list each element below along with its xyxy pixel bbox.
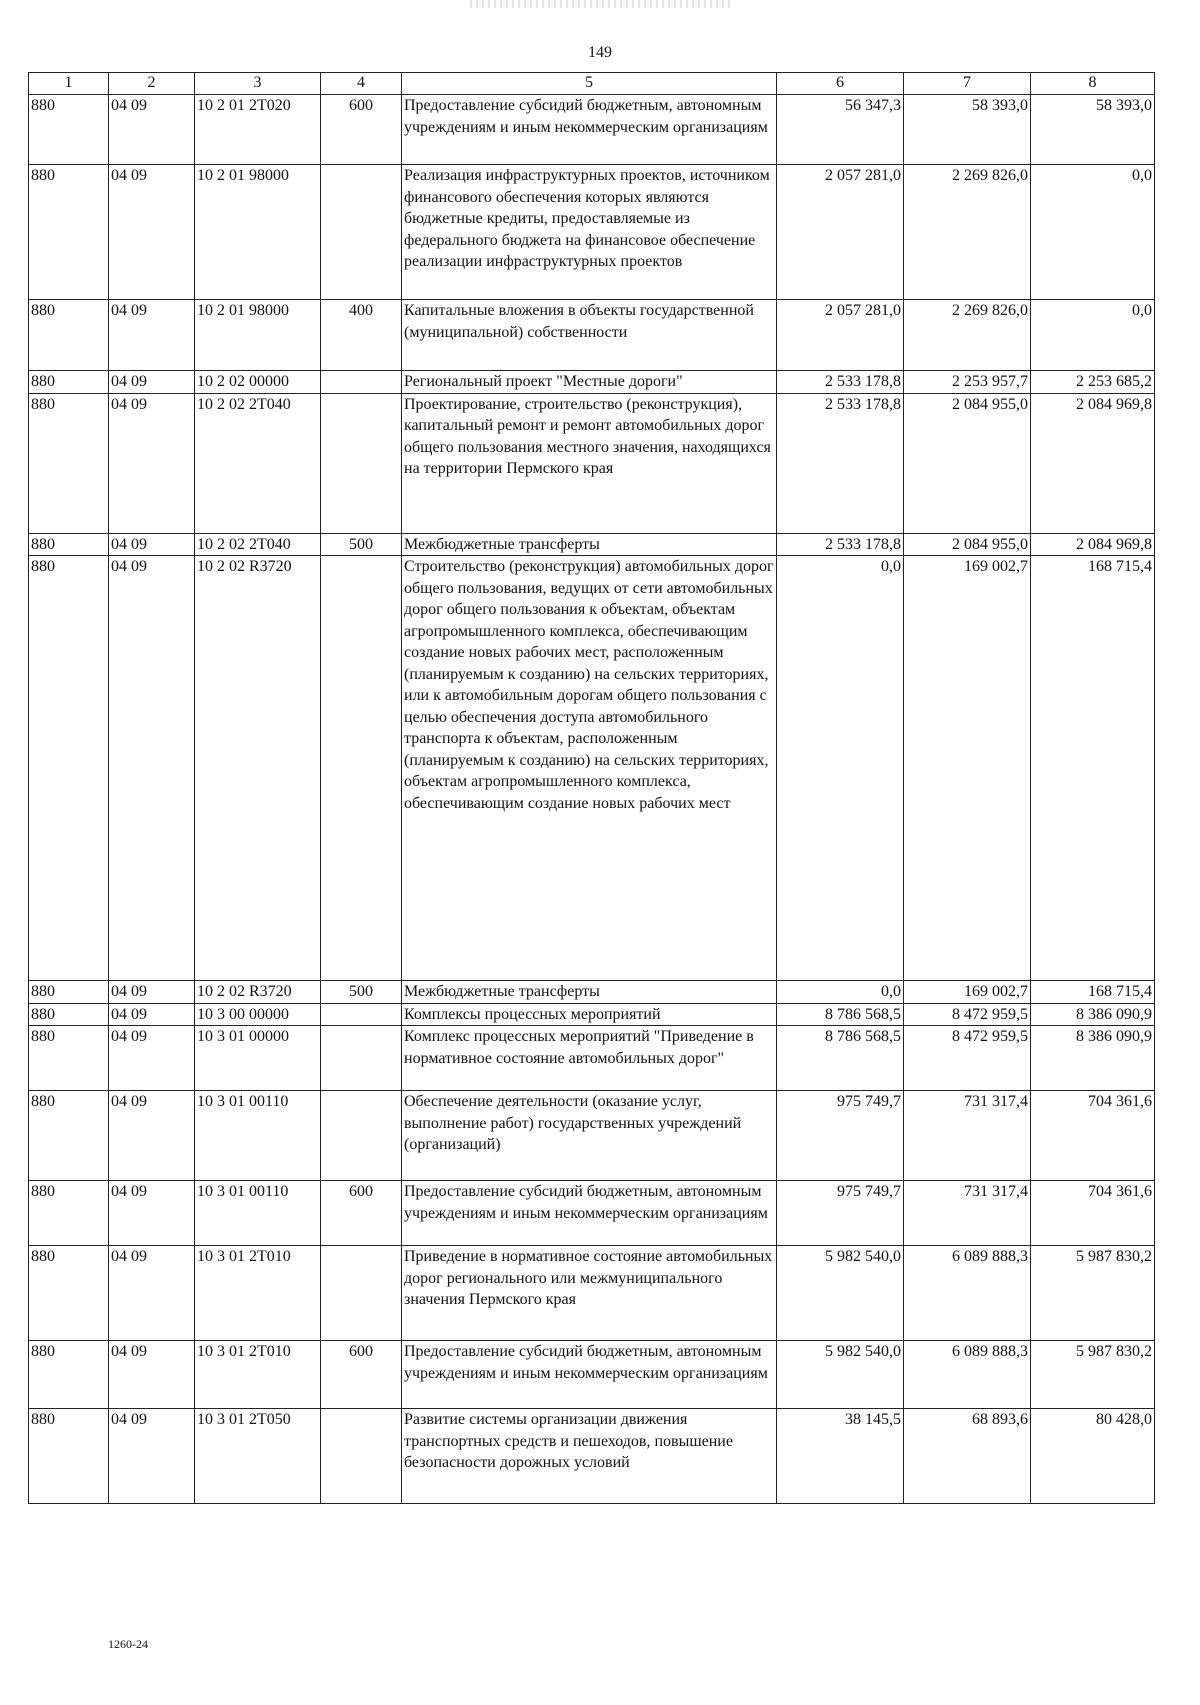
table-row	[29, 371, 1155, 394]
name-cell: Межбюджетные трансферты	[402, 533, 777, 556]
amount-year3-cell: 8 386 090,9	[1031, 1003, 1155, 1026]
amount-year1-cell: 975 749,7	[777, 1091, 904, 1181]
expense-type-cell	[321, 1026, 402, 1091]
section-cell: 04 09	[109, 95, 195, 165]
column-header: 6	[777, 73, 904, 95]
amount-year2-cell: 2 269 826,0	[904, 300, 1031, 371]
amount-year3-cell: 704 361,6	[1031, 1091, 1155, 1181]
table-row	[29, 533, 1155, 556]
amount-year3-cell: 168 715,4	[1031, 556, 1155, 981]
expense-type-cell	[321, 1003, 402, 1026]
amount-year2-cell: 2 253 957,7	[904, 371, 1031, 394]
expense-type-cell: 600	[321, 1181, 402, 1246]
name-cell: Капитальные вложения в объекты государственной (муниципальной) собственности	[402, 300, 777, 371]
section-cell: 04 09	[109, 1003, 195, 1026]
table-row	[29, 393, 1155, 533]
ved-cell: 880	[29, 95, 109, 165]
expense-type-cell	[321, 1246, 402, 1341]
amount-year3-cell: 704 361,6	[1031, 1181, 1155, 1246]
amount-year2-cell: 731 317,4	[904, 1091, 1031, 1181]
name-cell: Межбюджетные трансферты	[402, 981, 777, 1004]
ved-cell: 880	[29, 1026, 109, 1091]
amount-year1-cell: 56 347,3	[777, 95, 904, 165]
table-row	[29, 556, 1155, 981]
table-row	[29, 1003, 1155, 1026]
section-cell: 04 09	[109, 533, 195, 556]
column-header: 1	[29, 73, 109, 95]
target-article-cell: 10 2 02 2T040	[195, 393, 321, 533]
ved-cell: 880	[29, 1003, 109, 1026]
amount-year3-cell: 8 386 090,9	[1031, 1026, 1155, 1091]
expense-type-cell: 600	[321, 1341, 402, 1409]
section-cell: 04 09	[109, 1246, 195, 1341]
ved-cell: 880	[29, 165, 109, 300]
table-row	[29, 1246, 1155, 1341]
amount-year1-cell: 2 057 281,0	[777, 300, 904, 371]
table-row	[29, 1091, 1155, 1181]
expense-type-cell: 500	[321, 981, 402, 1004]
column-header: 5	[402, 73, 777, 95]
amount-year1-cell: 2 057 281,0	[777, 165, 904, 300]
table-row	[29, 1409, 1155, 1504]
column-header: 8	[1031, 73, 1155, 95]
amount-year3-cell: 58 393,0	[1031, 95, 1155, 165]
table-row	[29, 981, 1155, 1004]
amount-year1-cell: 5 982 540,0	[777, 1341, 904, 1409]
section-cell: 04 09	[109, 1091, 195, 1181]
amount-year2-cell: 2 084 955,0	[904, 393, 1031, 533]
section-cell: 04 09	[109, 1181, 195, 1246]
column-header: 3	[195, 73, 321, 95]
amount-year2-cell: 169 002,7	[904, 556, 1031, 981]
amount-year3-cell: 168 715,4	[1031, 981, 1155, 1004]
ved-cell: 880	[29, 1409, 109, 1504]
document-code: 1260-24	[108, 1637, 148, 1651]
expense-type-cell	[321, 1091, 402, 1181]
expense-type-cell	[321, 556, 402, 981]
expense-type-cell: 600	[321, 95, 402, 165]
amount-year1-cell: 2 533 178,8	[777, 371, 904, 394]
section-cell: 04 09	[109, 1409, 195, 1504]
name-cell: Реализация инфраструктурных проектов, источником финансового обеспечения которых являются бюджетные кредиты, предоставляемые из федерального бюджета на финансовое обеспечение реализации инфраструктурных проектов	[402, 165, 777, 300]
amount-year3-cell: 80 428,0	[1031, 1409, 1155, 1504]
ved-cell: 880	[29, 1341, 109, 1409]
ved-cell: 880	[29, 393, 109, 533]
table-row	[29, 1341, 1155, 1409]
amount-year2-cell: 6 089 888,3	[904, 1341, 1031, 1409]
target-article-cell: 10 2 02 R3720	[195, 981, 321, 1004]
amount-year3-cell: 2 253 685,2	[1031, 371, 1155, 394]
name-cell: Строительство (реконструкция) автомобильных дорог общего пользования, ведущих от сети автомобильных дорог общего пользования к объектам, объектам агропромышленного комплекса, обеспечивающим создание новых рабочих мест, расположенным (планируемым к созданию) на сельских территориях, или к автомобильным дорогам общего пользования с целью обеспечения доступа автомобильного транспорта к объектам, расположенным (планируемым к созданию) на сельских территориях, объектам агропромышленного комплекса, обеспечивающим создание новых рабочих мест	[402, 556, 777, 981]
amount-year1-cell: 8 786 568,5	[777, 1026, 904, 1091]
amount-year2-cell: 8 472 959,5	[904, 1026, 1031, 1091]
amount-year1-cell: 0,0	[777, 981, 904, 1004]
name-cell: Предоставление субсидий бюджетным, автономным учреждениям и иным некоммерческим организациям	[402, 1181, 777, 1246]
section-cell: 04 09	[109, 393, 195, 533]
column-header: 2	[109, 73, 195, 95]
name-cell: Проектирование, строительство (реконструкция), капитальный ремонт и ремонт автомобильных дорог общего пользования местного значения, находящихся на территории Пермского края	[402, 393, 777, 533]
amount-year2-cell: 68 893,6	[904, 1409, 1031, 1504]
target-article-cell: 10 3 01 2T050	[195, 1409, 321, 1504]
amount-year1-cell: 5 982 540,0	[777, 1246, 904, 1341]
amount-year2-cell: 8 472 959,5	[904, 1003, 1031, 1026]
section-cell: 04 09	[109, 1026, 195, 1091]
table-row	[29, 165, 1155, 300]
expense-type-cell: 500	[321, 533, 402, 556]
section-cell: 04 09	[109, 981, 195, 1004]
ved-cell: 880	[29, 1246, 109, 1341]
name-cell: Комплексы процессных мероприятий	[402, 1003, 777, 1026]
expense-type-cell	[321, 393, 402, 533]
section-cell: 04 09	[109, 556, 195, 981]
column-number-row	[29, 73, 1155, 95]
amount-year2-cell: 2 084 955,0	[904, 533, 1031, 556]
section-cell: 04 09	[109, 1341, 195, 1409]
amount-year2-cell: 6 089 888,3	[904, 1246, 1031, 1341]
target-article-cell: 10 2 02 2T040	[195, 533, 321, 556]
page-number: 149	[588, 44, 612, 61]
amount-year3-cell: 5 987 830,2	[1031, 1246, 1155, 1341]
target-article-cell: 10 3 01 00000	[195, 1026, 321, 1091]
amount-year3-cell: 2 084 969,8	[1031, 393, 1155, 533]
target-article-cell: 10 2 02 R3720	[195, 556, 321, 981]
amount-year2-cell: 731 317,4	[904, 1181, 1031, 1246]
ved-cell: 880	[29, 533, 109, 556]
section-cell: 04 09	[109, 300, 195, 371]
amount-year1-cell: 2 533 178,8	[777, 533, 904, 556]
amount-year2-cell: 169 002,7	[904, 981, 1031, 1004]
table-row	[29, 1026, 1155, 1091]
target-article-cell: 10 3 01 2T010	[195, 1341, 321, 1409]
target-article-cell: 10 3 00 00000	[195, 1003, 321, 1026]
expense-type-cell	[321, 371, 402, 394]
ved-cell: 880	[29, 981, 109, 1004]
name-cell: Приведение в нормативное состояние автомобильных дорог регионального или межмуниципального значения Пермского края	[402, 1246, 777, 1341]
name-cell: Развитие системы организации движения транспортных средств и пешеходов, повышение безопасности дорожных условий	[402, 1409, 777, 1504]
column-header: 4	[321, 73, 402, 95]
table-row	[29, 300, 1155, 371]
target-article-cell: 10 3 01 2T010	[195, 1246, 321, 1341]
amount-year1-cell: 0,0	[777, 556, 904, 981]
table-row	[29, 95, 1155, 165]
name-cell: Региональный проект "Местные дороги"	[402, 371, 777, 394]
amount-year2-cell: 2 269 826,0	[904, 165, 1031, 300]
ved-cell: 880	[29, 371, 109, 394]
ved-cell: 880	[29, 1091, 109, 1181]
name-cell: Предоставление субсидий бюджетным, автономным учреждениям и иным некоммерческим организациям	[402, 1341, 777, 1409]
target-article-cell: 10 2 01 2T020	[195, 95, 321, 165]
target-article-cell: 10 2 01 98000	[195, 300, 321, 371]
amount-year1-cell: 8 786 568,5	[777, 1003, 904, 1026]
section-cell: 04 09	[109, 165, 195, 300]
table-row	[29, 1181, 1155, 1246]
column-header: 7	[904, 73, 1031, 95]
budget-table	[28, 72, 1155, 1504]
expense-type-cell: 400	[321, 300, 402, 371]
ved-cell: 880	[29, 556, 109, 981]
amount-year2-cell: 58 393,0	[904, 95, 1031, 165]
target-article-cell: 10 3 01 00110	[195, 1091, 321, 1181]
expense-type-cell	[321, 1409, 402, 1504]
amount-year1-cell: 975 749,7	[777, 1181, 904, 1246]
amount-year3-cell: 2 084 969,8	[1031, 533, 1155, 556]
ved-cell: 880	[29, 300, 109, 371]
amount-year1-cell: 2 533 178,8	[777, 393, 904, 533]
ved-cell: 880	[29, 1181, 109, 1246]
target-article-cell: 10 2 02 00000	[195, 371, 321, 394]
target-article-cell: 10 3 01 00110	[195, 1181, 321, 1246]
amount-year1-cell: 38 145,5	[777, 1409, 904, 1504]
section-cell: 04 09	[109, 371, 195, 394]
amount-year3-cell: 0,0	[1031, 165, 1155, 300]
amount-year3-cell: 5 987 830,2	[1031, 1341, 1155, 1409]
name-cell: Комплекс процессных мероприятий "Приведение в нормативное состояние автомобильных дорог"	[402, 1026, 777, 1091]
name-cell: Предоставление субсидий бюджетным, автономным учреждениям и иным некоммерческим организациям	[402, 95, 777, 165]
name-cell: Обеспечение деятельности (оказание услуг, выполнение работ) государственных учреждений (организаций)	[402, 1091, 777, 1181]
target-article-cell: 10 2 01 98000	[195, 165, 321, 300]
expense-type-cell	[321, 165, 402, 300]
scan-artifact	[470, 0, 730, 8]
amount-year3-cell: 0,0	[1031, 300, 1155, 371]
